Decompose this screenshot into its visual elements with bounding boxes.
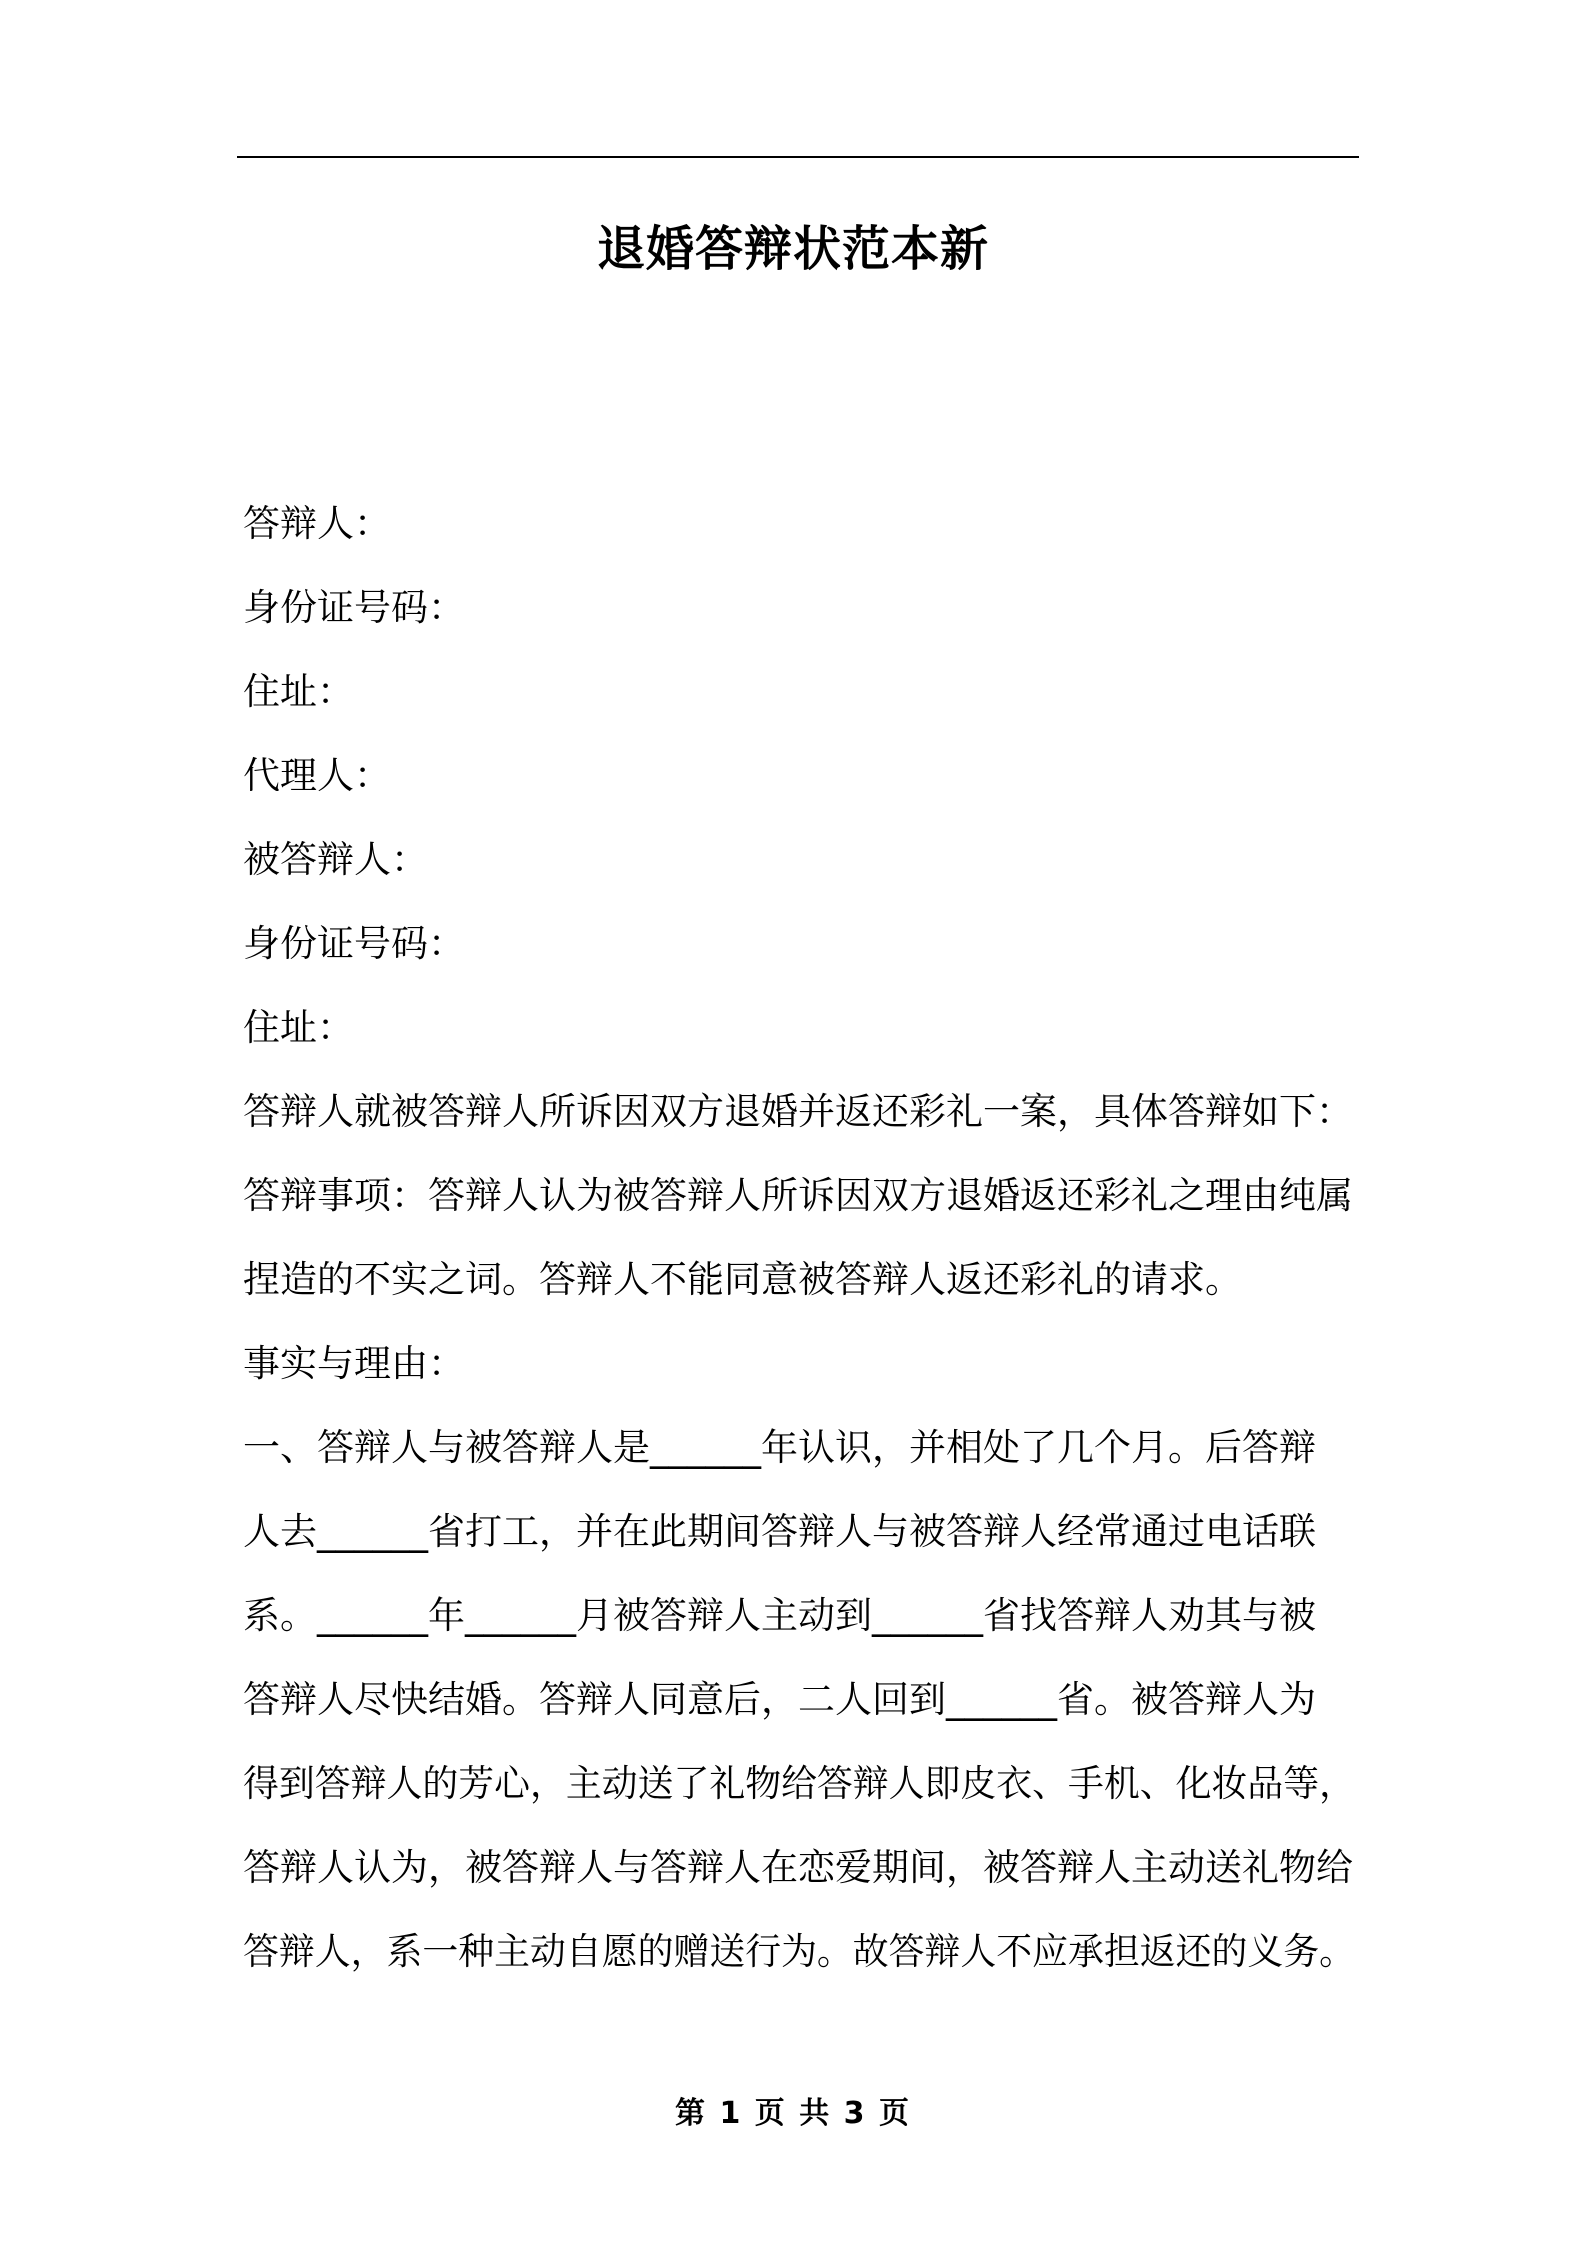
- field-respondent-address: 住址：: [243, 670, 354, 713]
- section-heading-facts: 事实与理由：: [243, 1342, 465, 1385]
- field-plaintiff-id: 身份证号码：: [243, 922, 465, 965]
- body-line: 得到答辩人的芳心，主动送了礼物给答辩人即皮衣、手机、化妆品等，: [243, 1762, 1355, 1805]
- field-respondent: 答辩人：: [243, 502, 391, 545]
- header-rule: [237, 156, 1359, 158]
- body-line: 答辩人，系一种主动自愿的赠送行为。故答辩人不应承担返还的义务。: [243, 1930, 1355, 1973]
- body-line: 答辩人认为，被答辩人与答辩人在恋爱期间，被答辩人主动送礼物给: [243, 1846, 1353, 1889]
- field-plaintiff-address: 住址：: [243, 1006, 354, 1049]
- page-number-footer: 第 1 页 共 3 页: [675, 2096, 911, 2131]
- body-line: 人去______省打工，并在此期间答辩人与被答辩人经常通过电话联: [243, 1510, 1316, 1553]
- document-title: 退婚答辩状范本新: [596, 221, 989, 277]
- body-line: 答辩人就被答辩人所诉因双方退婚并返还彩礼一案，具体答辩如下：: [243, 1090, 1353, 1133]
- document-body: [243, 482, 1355, 1994]
- field-respondent-id: 身份证号码：: [243, 586, 465, 629]
- field-plaintiff: 被答辩人：: [243, 838, 428, 881]
- body-line: 答辩人尽快结婚。答辩人同意后，二人回到______省。被答辩人为: [243, 1678, 1316, 1721]
- body-line: 捏造的不实之词。答辩人不能同意被答辩人返还彩礼的请求。: [243, 1258, 1242, 1301]
- body-line: 系。______年______月被答辩人主动到______省找答辩人劝其与被: [243, 1594, 1316, 1637]
- field-agent: 代理人：: [243, 754, 391, 797]
- body-line: 答辩事项：答辩人认为被答辩人所诉因双方退婚返还彩礼之理由纯属: [243, 1174, 1353, 1217]
- body-line: 一、答辩人与被答辩人是______年认识，并相处了几个月。后答辩: [243, 1426, 1316, 1469]
